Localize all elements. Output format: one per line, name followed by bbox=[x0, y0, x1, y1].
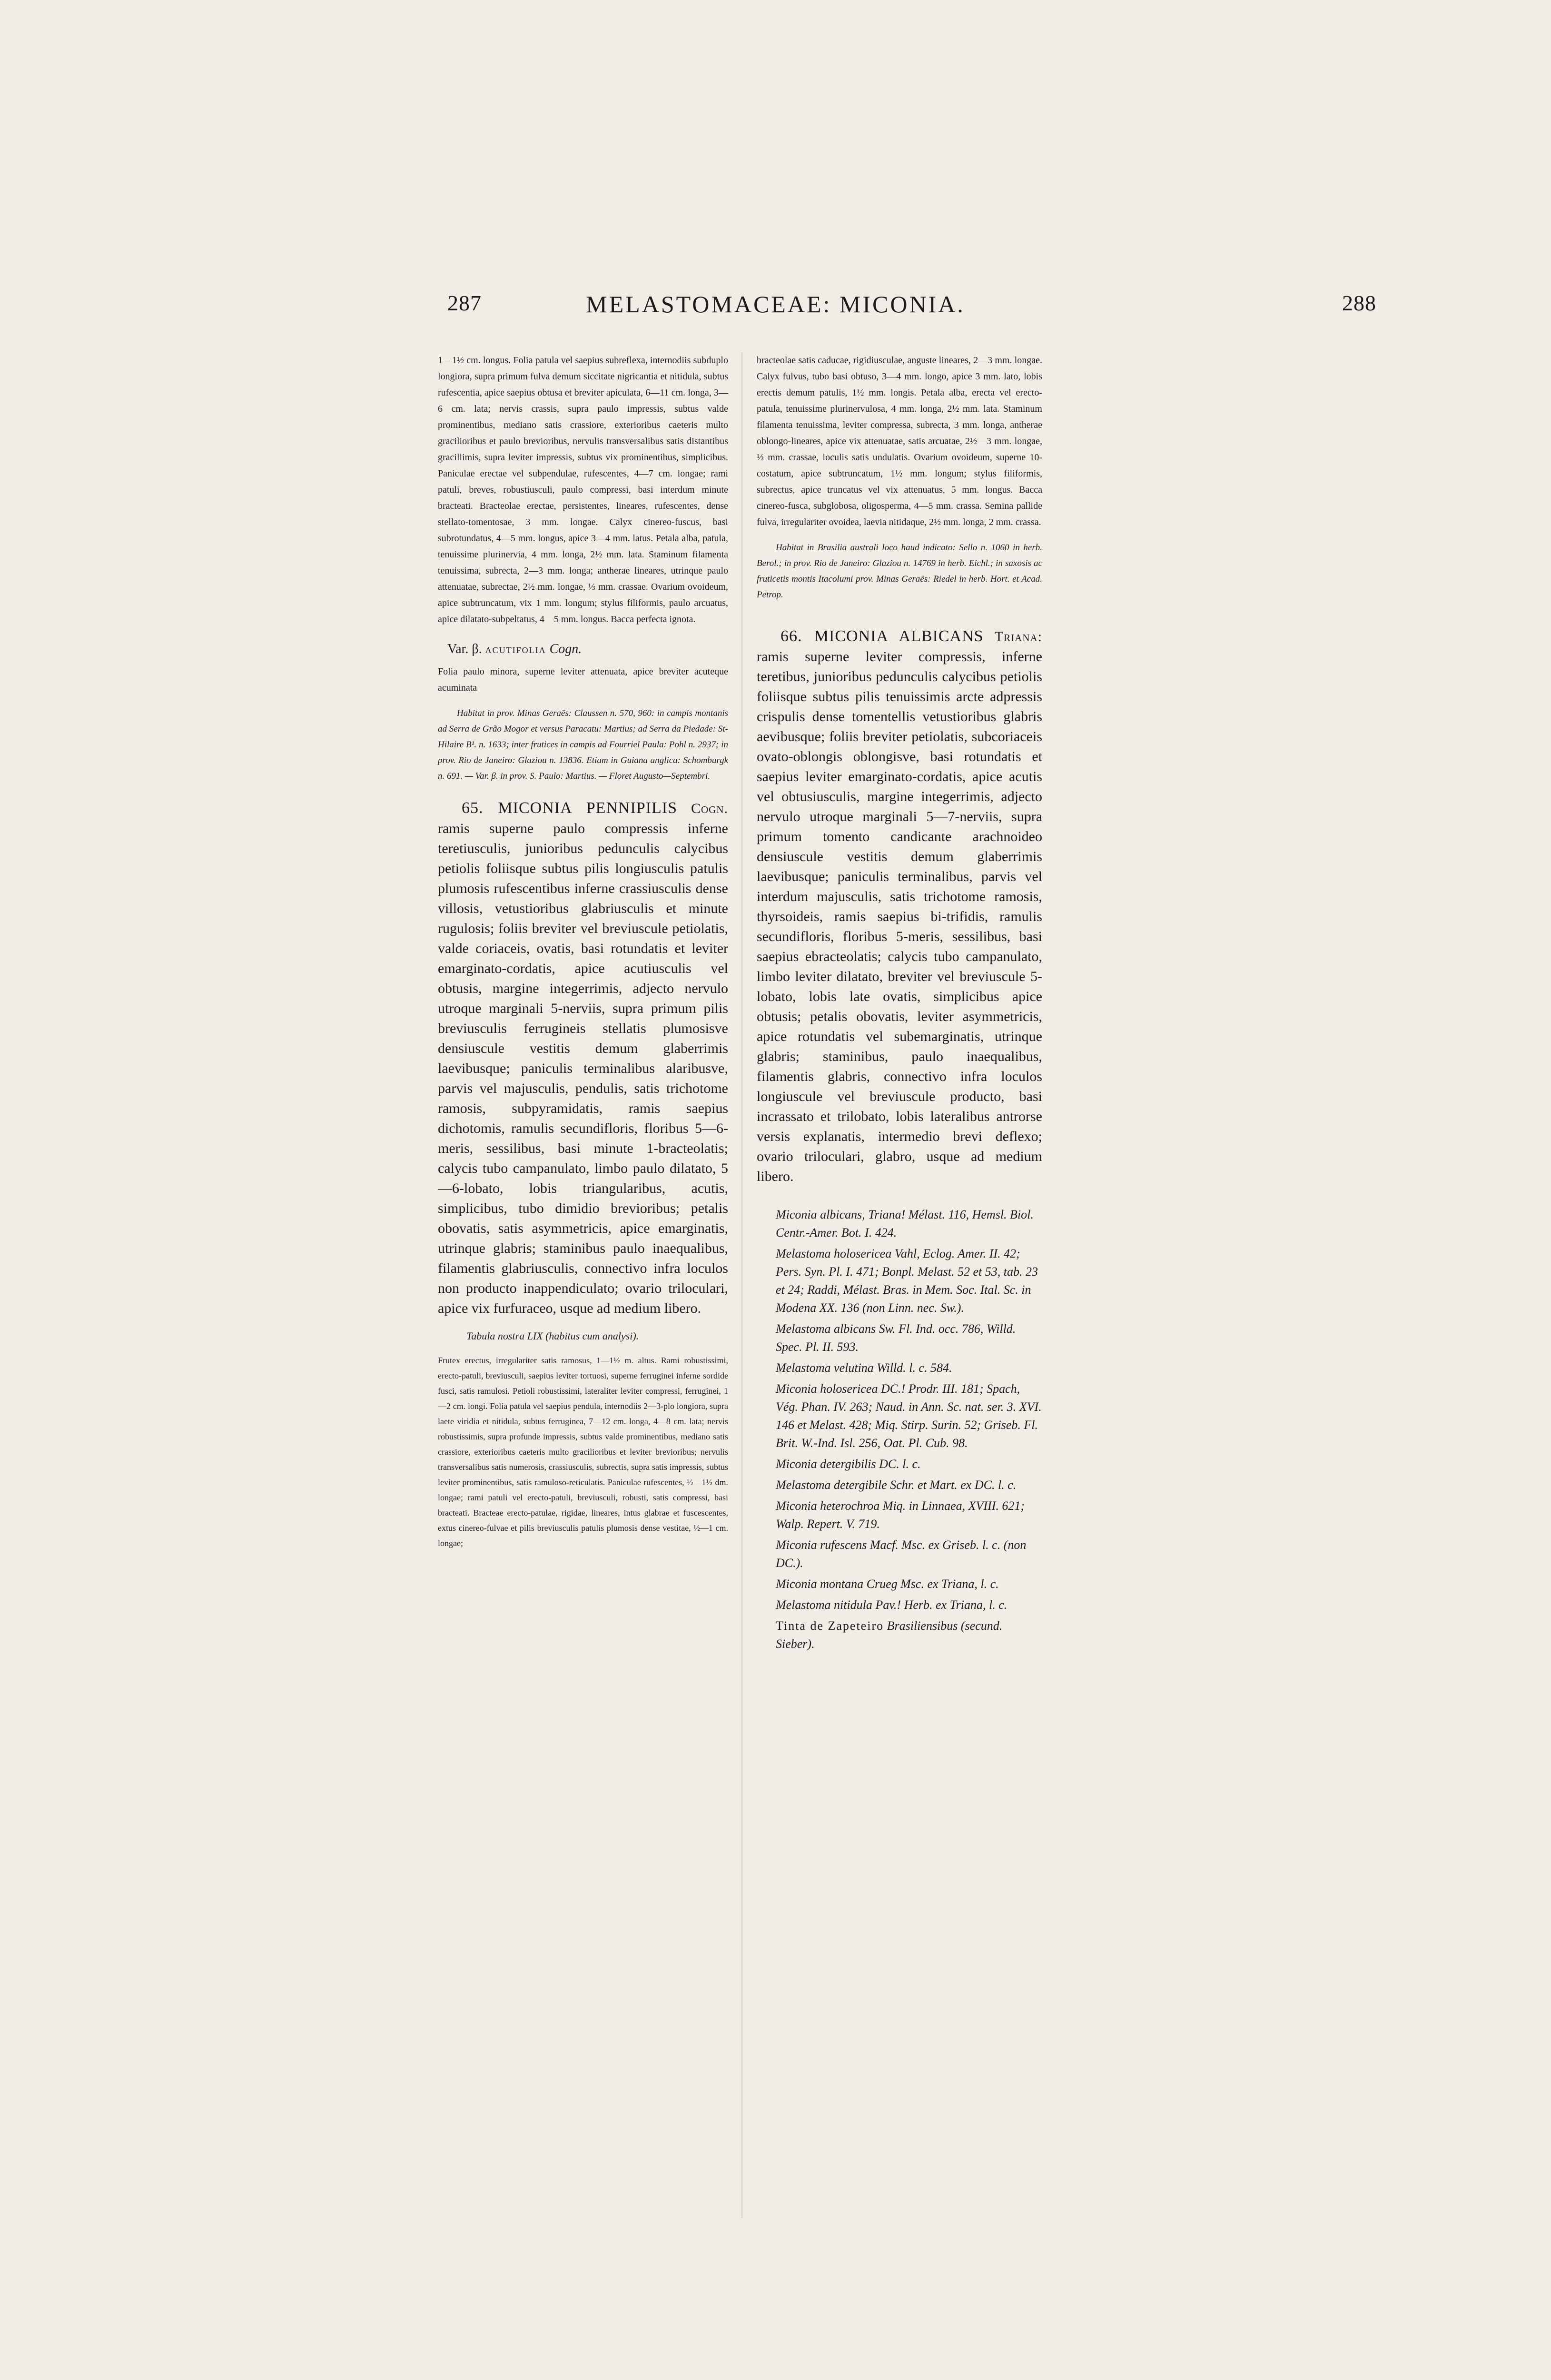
vernacular-name-line bbox=[757, 1617, 1042, 1653]
species-66-diagnosis bbox=[757, 626, 1042, 1187]
column-divider bbox=[741, 352, 742, 2218]
species-66-text: ramis superne leviter compressis, inferne teretibus, junioribus pedunculis calycibus petiolis foliisque subtus pilis tenuissimis arcte adpressis crispulis dense tomentellis vetustioribus glabris aevibusque; foliis breviter petiolatis, subcoriaceis ovato-oblongis oblongisve, basi rotundatis et saepius leviter emarginato-cordatis, apice acutis vel obtusiusculis, margine integerrimis, adjecto nervulo utroque marginali 5—7-nerviis, supra primum tomento candicante arachnoideo densiuscule vestitis demum glaberrimis laevibusque; paniculis terminalibus, parvis vel interdum majusculis, satis trichotome ramosis, thyrsoideis, ramis saepius bi-trifidis, ramulis secundifloris, floribus 5-meris, sessilibus, basi saepius ebracteolatis; calycis tubo campanulato, limbo leviter dilatato, breviter vel breviuscule 5-lobato, lobis late ovatis, simplicibus apice obtusis; petalis obovatis, leviter asymmetricis, apice rotundatis vel subemarginatis, utrinque glabris; staminibus, paulo inaequalibus, filamentis glabris, connectivo infra loculos longiuscule vel breviuscule producto, basi incrassato et trilobato, lobis lateralibus antrorse versis explanatis, intermedio brevi deflexo; ovario triloculari, glabro, usque ad medium libero. bbox=[757, 649, 1042, 1184]
species-66-author: Triana: bbox=[994, 629, 1042, 645]
page-header bbox=[0, 290, 1551, 333]
synonym-entry: Melastoma holosericea Vahl, Eclog. Amer. II. 42; Pers. Syn. Pl. I. 471; Bonpl. Melast. 52 et 53, tab. 23 et 24; Raddi, Mélast. Bras. in Mem. Soc. Ital. Sc. in Modena XX. 136 (non Linn. nec. Sw.). bbox=[776, 1247, 1038, 1315]
synonym-entry: Melastoma nitidula Pav.! Herb. ex Triana, l. c. bbox=[776, 1598, 1008, 1612]
variety-label: Var. β. bbox=[447, 642, 482, 656]
vernacular-name: Tinta de Zapeteiro bbox=[776, 1619, 884, 1633]
variety-author: Cogn. bbox=[549, 642, 582, 656]
description-continued: 1—1½ cm. longus. Folia patula vel saepius subreflexa, internodiis subduplo longiora, supra primum fulva demum siccitate nigricantia et nitidula, subtus rufescentia, apice saepius obtusa et breviter apiculata, 6—11 cm. longa, 3—6 cm. lata; nervis crassis, supra paulo impressis, subtus valde prominentibus, mediano satis crassiore, exterioribus caeteris multo gracilioribus et paulo brevioribus, nervulis transversalibus satis distantibus gracillimis, supra leviter impressis, subtus vix prominentibus, simplicibus. Paniculae erectae vel subpendulae, rufescentes, 4—7 cm. longae; rami patuli, breves, robustiusculi, paulo compressi, basi interdum minute bracteati. Bracteolae erectae, persistentes, lineares, rufescentes, dense stellato-tomentosae, 3 mm. longae. Calyx cinereo-fuscus, basi subrotundatus, 4—5 mm. longus, apice 3—4 mm. latus. Petala alba, patula, tenuissime plurinervia, 4 mm. longa, 2½ mm. lata. Staminum filamenta tenuissima, subrecta, 2—3 mm. longa; antherae lineares, utrinque paulo attenuatae, subrectae, 2½ mm. longae, ⅓ mm. crassae. Ovarium ovoideum, apice subtruncatum, vix 1 mm. longum; stylus filiformis, paulo arcuatus, apice dilatato-subpeltatus, 4—5 mm. longus. Bacca perfecta ignota. bbox=[438, 355, 728, 625]
species-66-name: 66. MICONIA ALBICANS bbox=[780, 627, 984, 645]
description-continued-right: bracteolae satis caducae, rigidiusculae, anguste lineares, 2—3 mm. longae. Calyx fulvus, tubo basi obtuso, 3—4 mm. longo, apice 3 mm. lato, lobis erectis demum patulis, 1½ mm. longis. Petala alba, erecta vel erecto-patula, tenuissime plurinervulosa, 4 mm. longa, 2½ mm. lata. Staminum filamenta tenuissima, leviter compressa, subrecta, 3 mm. longa, antherae oblongo-lineares, apice vix attenuatae, satis arcuatae, 2½—3 mm. longae, ⅓ mm. crassae, loculis satis undulatis. Ovarium ovoideum, superne 10-costatum, apice subtruncatum, 1½ mm. longum; stylus filiformis, subrectus, apice truncatus vel vix attenuatus, 5 mm. longus. Bacca cinereo-fusca, subglobosa, oligosperma, 4—5 mm. crassa. Semina pallide fulva, irregulariter ovoidea, laevia nitidaque, 2½ mm. longa, 2 mm. crassa. bbox=[757, 355, 1042, 527]
species-65-author: Cogn. bbox=[691, 801, 728, 816]
left-column bbox=[438, 352, 728, 1559]
synonym-entry: Melastoma velutina Willd. l. c. 584. bbox=[776, 1361, 952, 1375]
running-title: MELASTOMACEAE: MICONIA. bbox=[586, 291, 965, 317]
plate-caption: Tabula nostra LIX (habitus cum analysi). bbox=[466, 1330, 639, 1342]
synonym-entry: Melastoma albicans Sw. Fl. Ind. occ. 786, Willd. Spec. Pl. II. 593. bbox=[776, 1322, 1016, 1354]
species-65-name: 65. MICONIA PENNIPILIS bbox=[462, 799, 678, 817]
page-number-left: 287 bbox=[447, 291, 482, 315]
synonym-entry: Miconia montana Crueg Msc. ex Triana, l. c. bbox=[776, 1577, 999, 1591]
right-column bbox=[757, 352, 1042, 1656]
vernacular-source: Brasiliensibus (secund. Sieber). bbox=[776, 1619, 1003, 1651]
synonym-entry: Miconia rufescens Macf. Msc. ex Griseb. l. c. (non DC.). bbox=[776, 1538, 1027, 1570]
synonym-list bbox=[757, 1206, 1042, 1653]
species-65-description: Frutex erectus, irregulariter satis ramosus, 1—1½ m. altus. Rami robustissimi, erecto-patuli, breviusculi, saepius leviter tortuosi, superne ferruginei inferne sordide fusci, satis ramulosi. Petioli robustissimi, lateraliter leviter compressi, ferruginei, 1—2 cm. longi. Folia patula vel saepius pendula, internodiis 2—3-plo longiora, supra laete viridia et nitidula, subtus ferruginea, 7—12 cm. longa, 4—8 cm. lata; nervis robustissimis, supra profunde impressis, subtus valde prominentibus, mediano satis crassiore, exterioribus caeteris multo gracilioribus et leviter brevioribus; nervulis transversalibus satis numerosis, crassiusculis, subrectis, supra satis impressis, subtus leviter prominentibus, satis ramuloso-reticulatis. Paniculae rufescentes, ½—1½ dm. longae; rami patuli vel erecto-patuli, breviusculi, robusti, satis compressi, basi bracteati. Bracteae erecto-patulae, rigidae, lineares, intus glabrae et fuscescentes, extus cinereo-fulvae et pilis breviusculis patulis plumosis dense vestitae, ½—1 cm. longae; bbox=[438, 1356, 728, 1548]
habitat-paragraph: Habitat in prov. Minas Geraës: Claussen n. 570, 960: in campis montanis ad Serra de Grão Mogor et versus Paracatu: Martius; ad Serra da Piedade: St-Hilaire B¹. n. 1633; inter frutices in campis ad Fourriel Paula: Pohl n. 2937; in prov. Rio de Janeiro: Glaziou n. 13836. Etiam in Guiana anglica: Schomburgk n. 691. — Var. β. in prov. S. Paulo: Martius. — Floret Augusto—Septembri. bbox=[438, 708, 728, 781]
variety-description: Folia paulo minora, superne leviter attenuata, apice breviter acuteque acuminata bbox=[438, 666, 728, 693]
variety-name: ACUTIFOLIA bbox=[485, 645, 546, 655]
synonym-entry: Melastoma detergibile Schr. et Mart. ex DC. l. c. bbox=[776, 1478, 1017, 1492]
synonym-entry: Miconia heterochroa Miq. in Linnaea, XVIII. 621; Walp. Repert. V. 719. bbox=[776, 1499, 1025, 1531]
species-65-diagnosis bbox=[438, 798, 728, 1319]
synonym-entry: Miconia albicans, Triana! Mélast. 116, Hemsl. Biol. Centr.-Amer. Bot. I. 424. bbox=[776, 1208, 1034, 1240]
page-number-right: 288 bbox=[1342, 291, 1376, 315]
species-65-text: ramis superne paulo compressis inferne teretiusculis, junioribus pedunculis calycibus petiolis foliisque subtus pilis longiusculis patulis plumosis rufescentibus inferne crassiusculis dense villosis, vetustioribus glabriusculis et minute rugulosis; foliis breviter vel breviuscule petiolatis, valde coriaceis, ovatis, basi rotundatis et leviter emarginato-cordatis, apice acutiusculis vel obtusis, margine integerrimis, adjecto nervulo utroque marginali 5-nerviis, supra primum pilis breviusculis ferrugineis stellatis plumosisve densiuscule vestitis demum glaberrimis laevibusque; paniculis terminalibus alaribusve, parvis vel majusculis, pendulis, satis trichotome ramosis, subpyramidatis, ramis saepius dichotomis, ramulis secundifloris, floribus 5—6-meris, sessilibus, basi minute 1-bracteolatis; calycis tubo campanulato, limbo paulo dilatato, 5—6-lobato, lobis triangularibus, acutis, simplicibus, tubo dimidio brevioribus; petalis obovatis, satis asymmetricis, apice emarginatis, utrinque glabris; staminibus paulo inaequalibus, filamentis glabriusculis, connectivo infra loculos non producto inappendiculato; ovario triloculari, apice vix furfuraceo, usque ad medium libero. bbox=[438, 821, 728, 1316]
synonym-entry: Miconia detergibilis DC. l. c. bbox=[776, 1457, 921, 1471]
variety-heading bbox=[447, 642, 728, 657]
synonym-entry: Miconia holosericea DC.! Prodr. III. 181; Spach, Vég. Phan. IV. 263; Naud. in Ann. Sc. nat. ser. 3. XVI. 146 et Melast. 428; Miq. Stirp. Surin. 52; Griseb. Fl. Brit. W.-Ind. Isl. 256, Oat. Pl. Cub. 98. bbox=[776, 1382, 1042, 1450]
habitat-paragraph-right: Habitat in Brasilia australi loco haud indicato: Sello n. 1060 in herb. Berol.; in prov. Rio de Janeiro: Glaziou n. 14769 in herb. Eichl.; in saxosis ac fruticetis montis Itacolumi prov. Minas Geraës: Riedel in herb. Hort. et Acad. Petrop. bbox=[757, 543, 1042, 600]
